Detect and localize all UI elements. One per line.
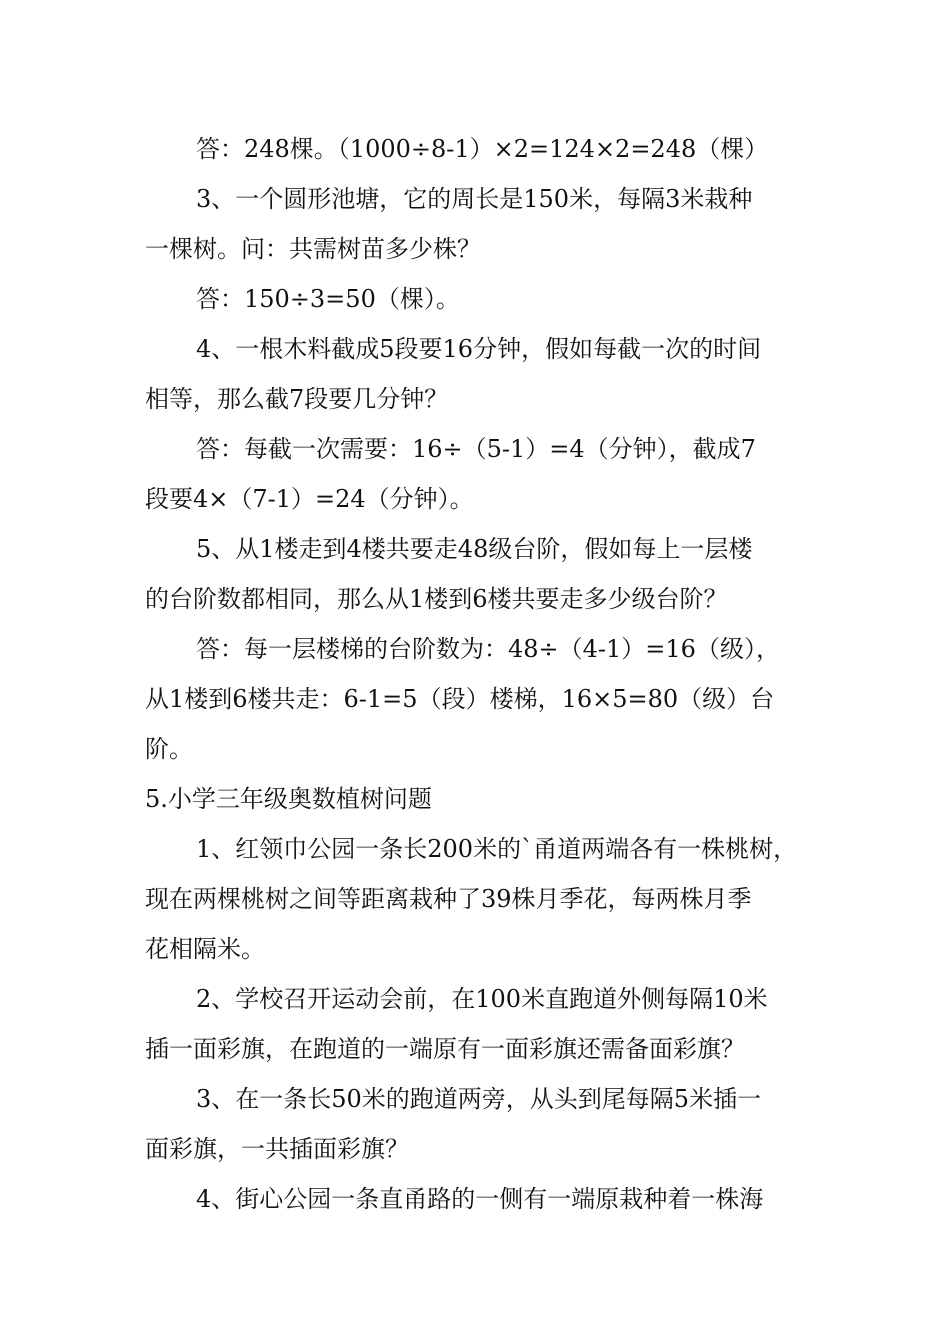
answer-5-line-3: 阶。 <box>145 735 193 763</box>
answer-4-line-1: 答：每截一次需要：16÷（5-1）=4（分钟），截成7 <box>196 435 756 463</box>
problem-2-line-1: 2、学校召开运动会前，在100米直跑道外侧每隔10米 <box>196 985 768 1013</box>
answer-3-line: 答：150÷3=50（棵）。 <box>196 285 460 313</box>
question-3-line-2: 一棵树。问：共需树苗多少株？ <box>145 235 481 263</box>
problem-2-line-2: 插一面彩旗，在跑道的一端原有一面彩旗还需备面彩旗？ <box>145 1035 745 1063</box>
problem-1-line-2: 现在两棵桃树之间等距离栽种了39株月季花，每两株月季 <box>145 885 752 913</box>
problem-3-line-1: 3、在一条长50米的跑道两旁，从头到尾每隔5米插一 <box>196 1085 762 1113</box>
answer-4-line-2: 段要4×（7-1）=24（分钟）。 <box>145 485 474 513</box>
problem-4-line-1: 4、街心公园一条直甬路的一侧有一端原栽种着一株海 <box>196 1185 764 1213</box>
question-3-line-1: 3、一个圆形池塘，它的周长是150米，每隔3米栽种 <box>196 185 753 213</box>
answer-line: 答：248棵。（1000÷8-1）×2=124×2=248（棵） <box>196 135 769 163</box>
section-heading: 5.小学三年级奥数植树问题 <box>145 785 432 813</box>
answer-5-line-1: 答：每一层楼梯的台阶数为：48÷（4-1）=16（级）， <box>196 635 780 663</box>
problem-1-line-3: 花相隔米。 <box>145 935 265 963</box>
question-4-line-1: 4、一根木料截成5段要16分钟，假如每截一次的时间 <box>196 335 762 363</box>
question-4-line-2: 相等，那么截7段要几分钟？ <box>145 385 449 413</box>
question-5-line-2: 的台阶数都相同，那么从1楼到6楼共要走多少级台阶？ <box>145 585 728 613</box>
question-5-line-1: 5、从1楼走到4楼共要走48级台阶，假如每上一层楼 <box>196 535 753 563</box>
problem-3-line-2: 面彩旗，一共插面彩旗？ <box>145 1135 409 1163</box>
problem-1-line-1: 1、红领巾公园一条长200米的`甬道两端各有一株桃树， <box>196 835 798 863</box>
answer-5-line-2: 从1楼到6楼共走：6-1=5（段）楼梯，16×5=80（级）台 <box>145 685 775 713</box>
